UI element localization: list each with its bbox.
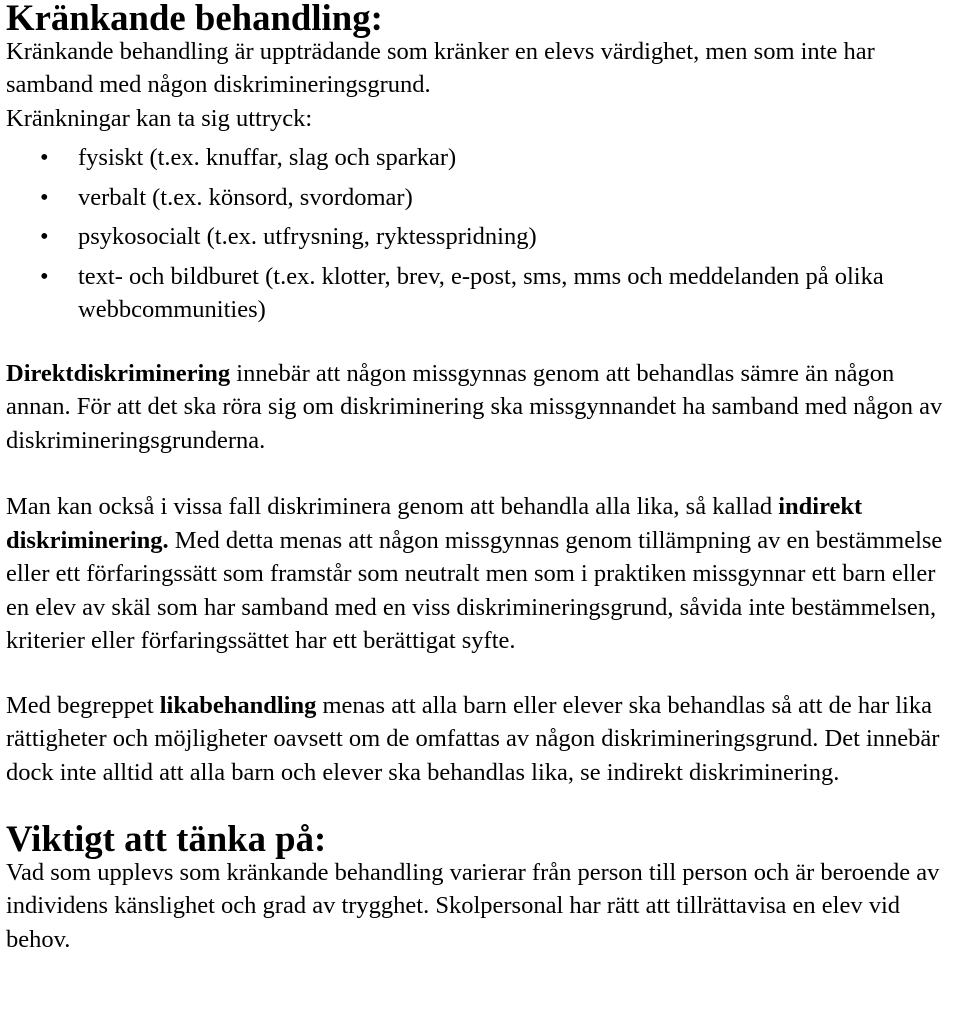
list-item-text: psykosocialt (t.ex. utfrysning, ryktesspridning) xyxy=(78,223,537,250)
document-page xyxy=(6,0,960,956)
bullet-icon: • xyxy=(40,223,49,250)
paragraph-indirekt-diskriminering xyxy=(6,490,960,658)
likabehandling-text-before: Med begreppet xyxy=(6,691,160,719)
section-viktigt-att-tanka-pa xyxy=(6,818,960,956)
paragraph-direktdiskriminering xyxy=(6,357,960,458)
section-indirekt-diskriminering xyxy=(6,490,960,658)
section-likabehandling xyxy=(6,689,960,790)
list-item xyxy=(6,141,960,175)
paragraph-viktigt: Vad som upplevs som kränkande behandling varierar från person till person och är beroende av individens känslighet och grad av trygghet. Skolpersonal har rätt att tillrättavisa en elev vid behov. xyxy=(6,858,940,953)
section-direktdiskriminering xyxy=(6,357,960,458)
direktdiskriminering-text: innebär att någon missgynnas genom att behandlas sämre än någon annan. För att det ska röra sig om diskriminering ska missgynnandet ha samband med någon av diskrimineringsgrunderna. xyxy=(6,359,943,454)
heading-viktigt-att-tanka-pa: Viktigt att tänka på: xyxy=(6,818,327,859)
term-direktdiskriminering: Direktdiskriminering xyxy=(6,359,231,387)
list-item-text: text- och bildburet (t.ex. klotter, brev, e-post, sms, mms och meddelanden på olika webbcommunities) xyxy=(78,262,884,323)
paragraph-krankande-definition: Kränkande behandling är uppträdande som kränker en elevs värdighet, men som inte har samband med någon diskrimineringsgrund. xyxy=(6,37,875,98)
paragraph-likabehandling xyxy=(6,689,960,790)
paragraph-krankningar-intro: Kränkningar kan ta sig uttryck: xyxy=(6,104,313,132)
heading-krankande-behandling: Kränkande behandling: xyxy=(6,0,383,38)
term-likabehandling: likabehandling xyxy=(159,691,317,719)
list-item-text: verbalt (t.ex. könsord, svordomar) xyxy=(78,183,413,211)
list-krankning-types xyxy=(6,141,960,327)
list-item-text: fysiskt (t.ex. knuffar, slag och sparkar) xyxy=(78,144,457,171)
list-item xyxy=(6,220,960,254)
bullet-icon: • xyxy=(40,144,49,171)
term-indirekt-diskriminering: indirekt diskriminering. xyxy=(6,493,863,554)
indirekt-text-after: Med detta menas att någon missgynnas genom tillämpning av en bestämmelse eller ett förfaringssätt som framstår som neutralt men som i praktiken missgynnar ett barn eller en elev av skäl som har samband med en viss diskrimineringsgrund, såvida inte bestämmelsen, kriterier eller förfaringssättet har ett berättigat syfte. xyxy=(6,526,943,654)
section-krankande-behandling xyxy=(6,0,960,327)
likabehandling-text-after: menas att alla barn eller elever ska behandlas så att de har lika rättigheter och möjligheter oavsett om de omfattas av någon diskrimineringsgrund. Det innebär dock inte alltid att alla barn och elever ska behandlas lika, se indirekt diskriminering. xyxy=(6,691,940,786)
indirekt-text-before: Man kan också i vissa fall diskriminera genom att behandla alla lika, så kallad xyxy=(6,493,779,520)
list-item xyxy=(6,181,960,215)
bullet-icon: • xyxy=(40,262,49,290)
bullet-icon: • xyxy=(40,183,49,211)
list-item xyxy=(6,260,960,327)
